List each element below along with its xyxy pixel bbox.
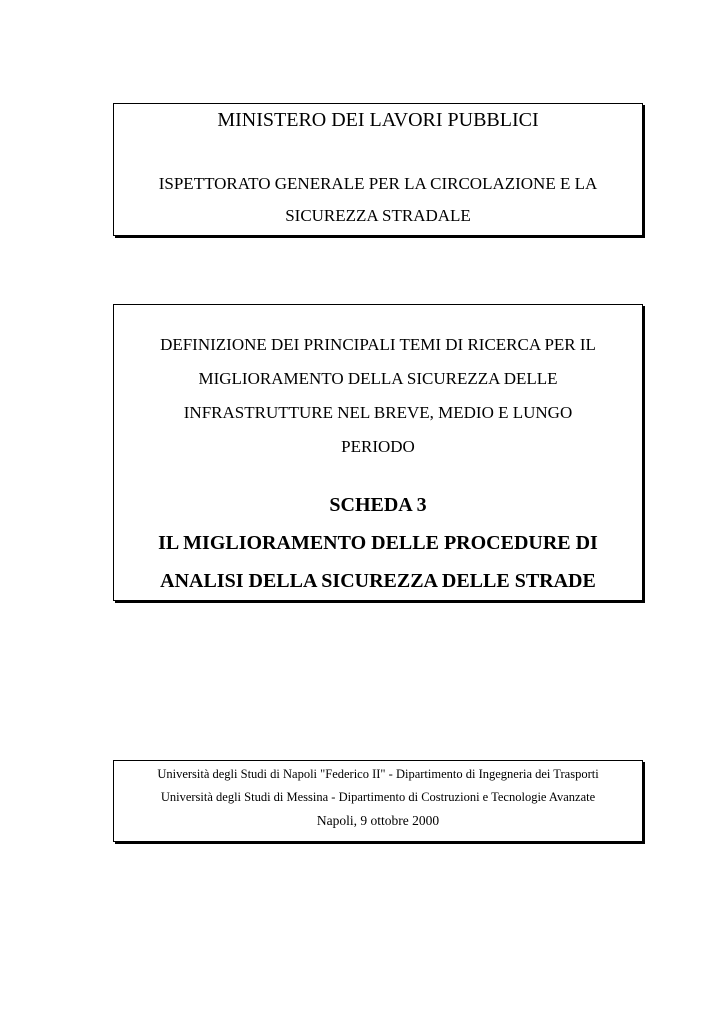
university-napoli: Università degli Studi di Napoli "Federico II" - Dipartimento di Ingegneria dei Trasporti [157,767,599,781]
institutions-footer-box [113,760,643,842]
place-date: Napoli, 9 ottobre 2000 [316,813,440,828]
scheda-title [114,486,642,600]
definition-line: PERIODO [341,437,415,456]
inspectorate-line-1: ISPETTORATO GENERALE PER LA CIRCOLAZIONE E LA [158,174,598,193]
definition-line: MIGLIORAMENTO DELLA SICUREZZA DELLE [198,369,558,388]
ministry-header-box [113,103,643,236]
definition-line: INFRASTRUTTURE NEL BREVE, MEDIO E LUNGO [183,403,573,422]
scheda-subtitle-line: IL MIGLIORAMENTO DELLE PROCEDURE DI [158,532,598,554]
ministry-name: MINISTERO DEI LAVORI PUBBLICI [217,109,539,131]
footer-content [114,763,642,833]
inspectorate-line-2: SICUREZZA STRADALE [285,206,471,225]
scheda-subtitle-line: ANALISI DELLA SICUREZZA DELLE STRADE [160,570,596,592]
scheda-number: SCHEDA 3 [329,494,427,516]
university-messina: Università degli Studi di Messina - Dipartimento di Costruzioni e Tecnologie Avanzate [160,790,596,804]
research-themes-heading [114,328,642,464]
inspectorate-name [114,168,642,232]
definition-line: DEFINIZIONE DEI PRINCIPALI TEMI DI RICERCA PER IL [160,335,596,354]
document-title-box [113,304,643,601]
